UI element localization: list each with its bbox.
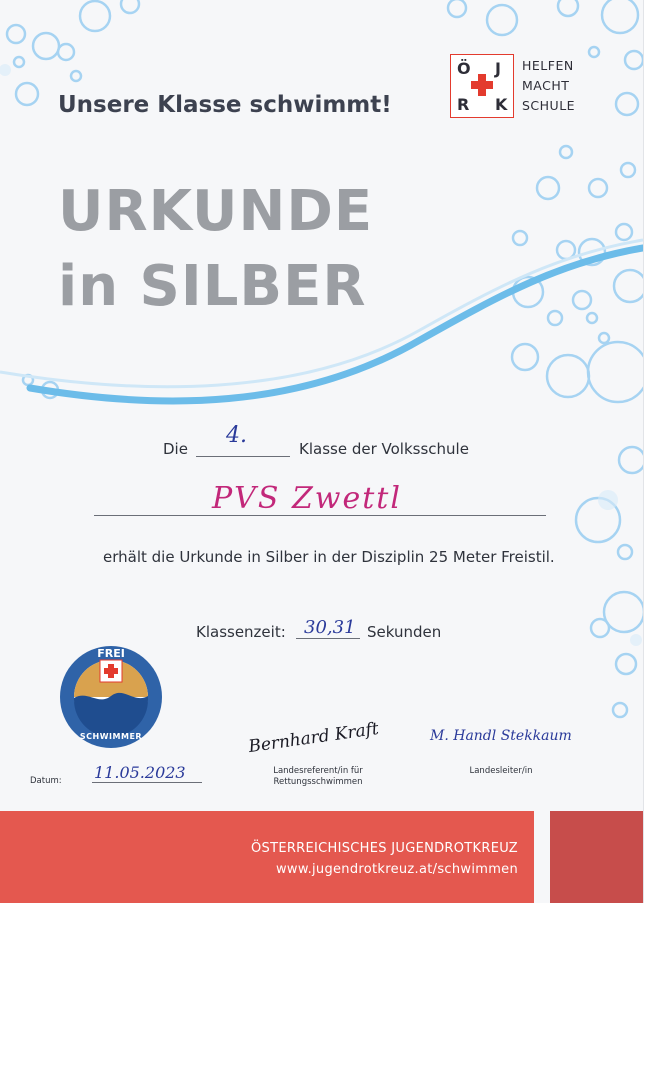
signer1-role [250, 766, 386, 787]
badge-bottom-text: SCHWIMMER [79, 732, 143, 741]
class-number-line [196, 456, 290, 457]
logo-text-schule: SCHULE [522, 98, 576, 113]
badge-top-text: FREI [97, 647, 125, 660]
logo-letter-j: J [495, 59, 501, 78]
logo-text-macht: MACHT [522, 78, 570, 93]
school-name: PVS Zwettl [212, 481, 402, 516]
time-label: Klassenzeit: [196, 623, 286, 641]
signer2-role: Landesleiter/in [469, 766, 533, 776]
time-value: 30,31 [304, 617, 356, 638]
time-line [296, 638, 360, 639]
red-cross-icon [471, 74, 493, 96]
date-label: Datum: [30, 776, 62, 786]
footer-band [0, 811, 534, 903]
certificate-title: URKUNDE [58, 179, 374, 244]
footer-org-name: ÖSTERREICHISCHES JUGENDROTKREUZ [251, 841, 518, 856]
ojrk-logo-box [450, 54, 514, 118]
logo-letter-o: Ö [457, 59, 471, 78]
footer-accent-block [550, 811, 643, 903]
signer1-role-line2: Rettungsschwimmen [273, 776, 363, 787]
signer1-role-line1: Landesreferent/in für [273, 766, 363, 776]
signature-landesleiter: M. Handl Stekkaum [430, 728, 572, 744]
freischwimmer-badge [58, 644, 164, 750]
certificate-subtitle: Unsere Klasse schwimmt! [58, 92, 392, 118]
logo-letter-k: K [495, 95, 508, 114]
discipline-text: erhält die Urkunde in Silber in der Disziplin 25 Meter Freistil. [103, 548, 555, 566]
footer-url: www.jugendrotkreuz.at/schwimmen [275, 862, 518, 877]
logo-text-helfen: HELFEN [522, 58, 574, 73]
date-line [92, 782, 202, 783]
class-number: 4. [226, 423, 247, 448]
logo-letter-r: R [457, 95, 470, 114]
signature-landesreferent: Bernhard Kraft [247, 718, 380, 758]
class-suffix: Klasse der Volksschule [299, 440, 469, 458]
time-unit: Sekunden [367, 623, 442, 641]
class-prefix: Die [163, 440, 188, 458]
certificate-title-level: in SILBER [58, 254, 367, 319]
ojrk-logo [450, 54, 582, 118]
date-value: 11.05.2023 [94, 763, 186, 782]
